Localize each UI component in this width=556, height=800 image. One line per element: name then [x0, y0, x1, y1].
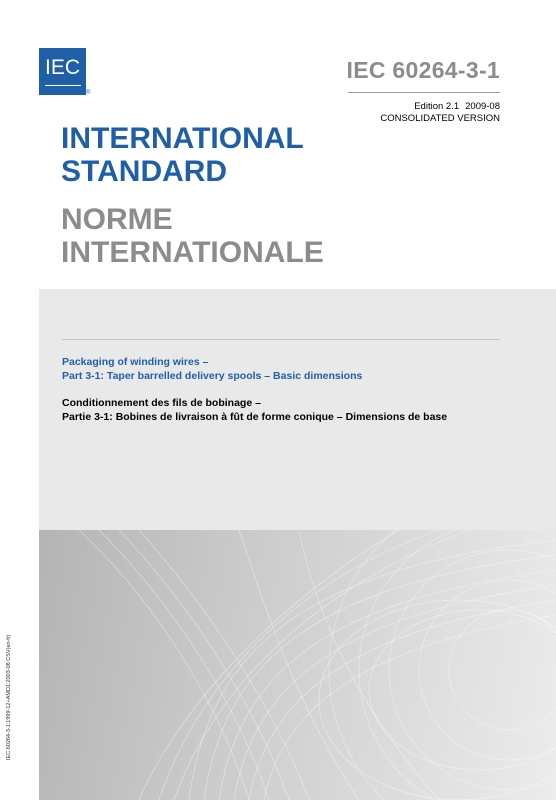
- heading-fr-line-1: NORME: [61, 203, 173, 236]
- english-document-title: [62, 355, 522, 383]
- registered-mark: ®: [86, 90, 91, 96]
- heading-line-1: INTERNATIONAL: [61, 122, 304, 155]
- edition-line: [414, 101, 500, 112]
- french-title-line-2: Partie 3-1: Bobines de livraison à fût de forme conique – Dimensions de base: [62, 411, 448, 423]
- band-divider: [62, 339, 500, 340]
- french-document-title: [62, 396, 532, 424]
- iec-logo: [39, 48, 86, 95]
- edition-date: 2009-08: [465, 101, 500, 112]
- french-title-line-1: Conditionnement des fils de bobinage –: [62, 397, 261, 409]
- international-standard-heading: [61, 122, 304, 188]
- edition-label: Edition 2.1: [414, 101, 460, 112]
- english-title-line-1: Packaging of winding wires –: [62, 356, 209, 368]
- english-title-line-2: Part 3-1: Taper barrelled delivery spools – Basic dimensions: [62, 370, 363, 382]
- logo-text: IEC: [44, 56, 80, 79]
- header-divider: [348, 92, 500, 93]
- heading-line-2: STANDARD: [61, 155, 228, 188]
- decorative-curves: [39, 530, 556, 800]
- decorative-curves-panel: [39, 530, 556, 800]
- side-reference-text: IEC 60264-3-1:1999-12+AMD1:2003-08 CSV(en-fr): [6, 634, 12, 760]
- logo-underline: [45, 85, 81, 86]
- version-label: CONSOLIDATED VERSION: [380, 113, 500, 124]
- heading-fr-line-2: INTERNATIONALE: [61, 236, 324, 269]
- standard-number: IEC 60264-3-1: [346, 57, 500, 83]
- norme-internationale-heading: [61, 203, 324, 269]
